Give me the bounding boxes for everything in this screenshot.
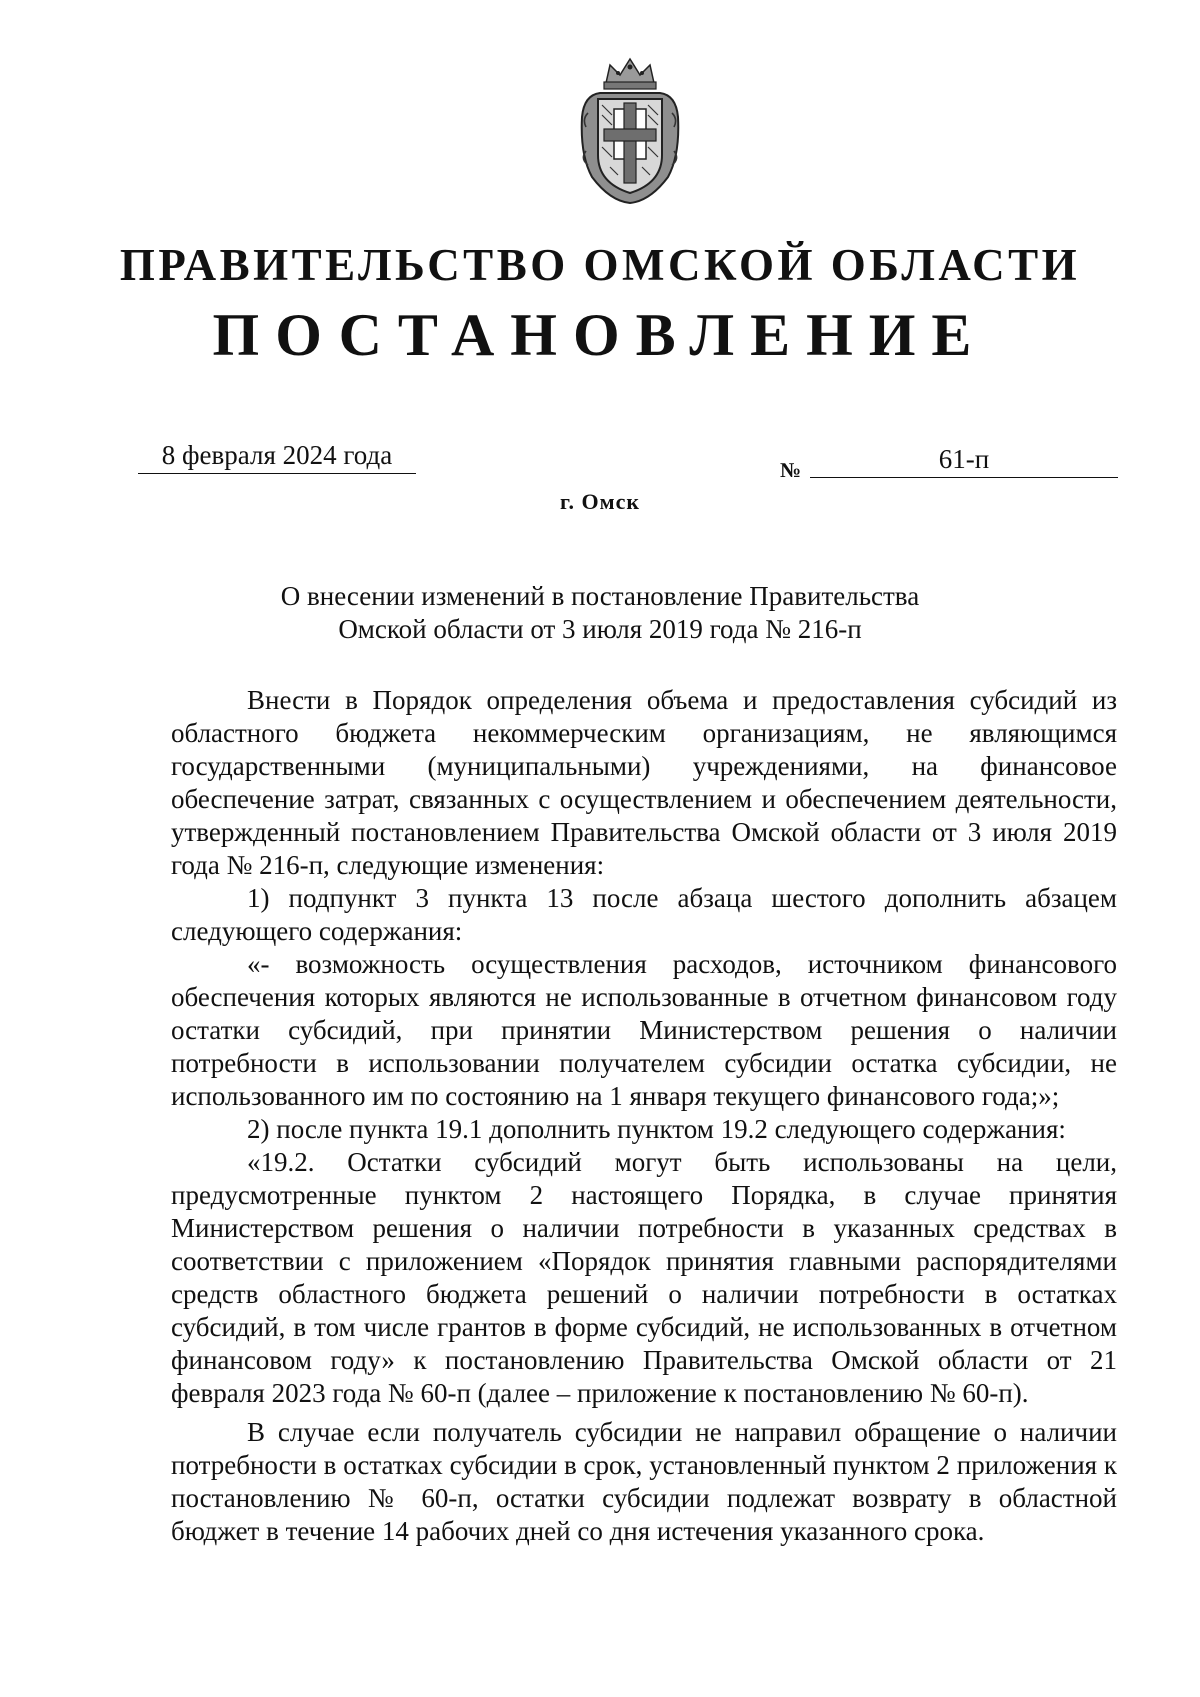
document-type-title: ПОСТАНОВЛЕНИЕ [212, 302, 988, 368]
body-paragraph: Внести в Порядок определения объема и предоставления субсидий из областного бюджета некоммерческим организациям, не являющимся государственными (муниципальными) учреждениями, на финансовое обеспечение затрат, связанных с осуществлением и обеспечением деятельности, утвержденный постановлением Правительства Омской области от 3 июля 2019 года № 216-п, следующие изменения: [171, 685, 1117, 880]
subject-line: Омской области от 3 июля 2019 года № 216-п [338, 614, 862, 644]
body-paragraph: 1) подпункт 3 пункта 13 после абзаца шестого дополнить абзацем следующего содержания: [171, 883, 1117, 946]
city-name: г. Омск [559, 489, 641, 514]
subject-line: О внесении изменений в постановление Правительства [280, 581, 920, 611]
document-date: 8 февраля 2024 года [138, 440, 416, 474]
document-body [171, 684, 1117, 1548]
body-paragraph: 2) после пункта 19.1 дополнить пунктом 19.2 следующего содержания: [247, 1114, 1066, 1144]
body-paragraph: «19.2. Остатки субсидий могут быть использованы на цели, предусмотренные пунктом 2 настоящего Порядка, в случае принятия Министерством решения о наличии потребности в указанных средствах в соответствии с приложением «Порядок принятия главными распорядителями средств областного бюджета решений о наличии потребности в остатках субсидий, в том числе грантов в форме субсидий, не использованных в отчетном финансовом году» к постановлению Правительства Омской области от 21 февраля 2023 года № 60-п (далее – приложение к постановлению № 60-п). [171, 1147, 1117, 1408]
body-paragraph: В случае если получатель субсидии не направил обращение о наличии потребности в остатках субсидии в срок, установленный пунктом 2 приложения к постановлению № 60-п, остатки субсидии подлежат возврату в областной бюджет в течение 14 рабочих дней со дня истечения указанного срока. [171, 1417, 1117, 1546]
document-subject [0, 580, 1200, 646]
government-title: ПРАВИТЕЛЬСТВО ОМСКОЙ ОБЛАСТИ [119, 240, 1081, 290]
coat-of-arms-icon [570, 55, 690, 205]
document-number: 61-п [810, 444, 1118, 478]
body-paragraph: «- возможность осуществления расходов, источником финансового обеспечения которых являются не использованные в отчетном финансовом году остатки субсидий, при принятии Министерством решения о наличии потребности в использовании получателем субсидии остатка субсидии, не использованного им по состоянию на 1 января текущего финансового года;»; [171, 949, 1117, 1111]
number-sign: № [780, 458, 802, 482]
